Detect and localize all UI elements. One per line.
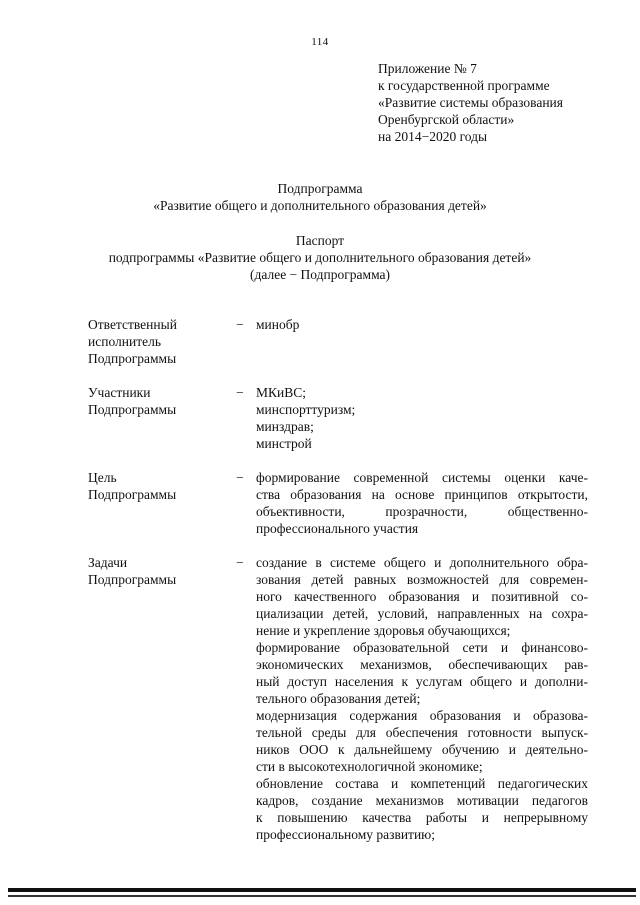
row-value-line: сти в высокотехнологичной экономике; [256,759,483,774]
page-number: 114 [311,36,329,48]
appendix-line: Оренбургской области» [378,112,515,127]
appendix-line: на 2014−2020 годы [378,129,488,144]
subprogram-heading-line: Подпрограмма [277,181,363,196]
row-value-line: формирование современной системы оценки каче- [256,470,588,485]
row-label-line: исполнитель [88,334,161,349]
row-value-line: ный доступ населения к услугам общего и дополни- [256,674,588,689]
row-value-line: минобр [256,317,300,332]
row-value-line: МКиВС; [256,385,306,400]
appendix-block [378,60,618,145]
table-row [88,554,588,843]
row-value [256,469,588,537]
row-dash: − [236,385,244,400]
row-value [256,554,588,843]
row-value-line: зования детей равных возможностей для современ- [256,572,588,587]
row-value-line: создание в системе общего и дополнительного обра- [256,555,588,570]
scan-edge-bar [8,895,636,897]
subprogram-heading [0,180,640,214]
row-label-line: Ответственный [88,317,177,332]
subprogram-heading-line: «Развитие общего и дополнительного образования детей» [153,198,487,213]
row-label [88,554,236,843]
row-label [88,384,236,452]
row-value-line: объективности, прозрачности, общественно- [256,504,588,519]
passport-table [88,316,588,860]
row-label-line: Задачи [88,555,128,570]
passport-heading-line: Паспорт [295,233,345,248]
row-value-line: ников ООО к дальнейшему обучению и деятельно- [256,742,588,757]
row-label-line: Участники [88,385,151,400]
row-label-line: Подпрограммы [88,351,177,366]
row-label-line: Подпрограммы [88,487,177,502]
passport-heading-line: подпрограммы «Развитие общего и дополнительного образования детей» [108,250,532,265]
row-value [256,384,588,452]
row-dash: − [236,470,244,485]
table-row [88,384,588,452]
appendix-line: к государственной программе [378,78,550,93]
row-value-line: ного качественного образования и позитивной со- [256,589,588,604]
row-value-line: минстрой [256,436,312,451]
row-dash: − [236,555,244,570]
passport-heading-line: (далее − Подпрограмма) [249,267,391,282]
row-value-line: тельного образования детей; [256,691,421,706]
row-label-line: Цель [88,470,117,485]
row-value-line: к повышению качества работы и непрерывному [256,810,588,825]
row-value-line: экономических механизмов, обеспечивающих рав- [256,657,588,672]
row-value-line: нение и укрепление здоровья обучающихся; [256,623,511,638]
row-value-line: профессиональному развитию; [256,827,436,842]
passport-heading [0,232,640,283]
appendix-line: «Развитие системы образования [378,95,563,110]
row-label-line: Подпрограммы [88,572,177,587]
row-value-line: обновление состава и компетенций педагогических [256,776,588,791]
row-value-line: циализации детей, условий, направленных на сохра- [256,606,588,621]
table-row [88,469,588,537]
row-value-line: минздрав; [256,419,314,434]
row-value-line: кадров, создание механизмов мотивации педагогов [256,793,588,808]
row-value-line: профессионального участия [256,521,419,536]
row-value [256,316,588,367]
row-value-line: ства образования на основе принципов открытости, [256,487,588,502]
row-dash: − [236,317,244,332]
row-label [88,469,236,537]
row-label-line: Подпрограммы [88,402,177,417]
row-value-line: тельной среды для обеспечения готовности выпуск- [256,725,588,740]
scan-edge-bar [8,888,636,892]
row-value-line: модернизация содержания образования и образова- [256,708,588,723]
row-value-line: формирование образовательной сети и финансово- [256,640,588,655]
row-label [88,316,236,367]
appendix-line: Приложение № 7 [378,61,477,76]
row-value-line: минспорттуризм; [256,402,356,417]
table-row [88,316,588,367]
